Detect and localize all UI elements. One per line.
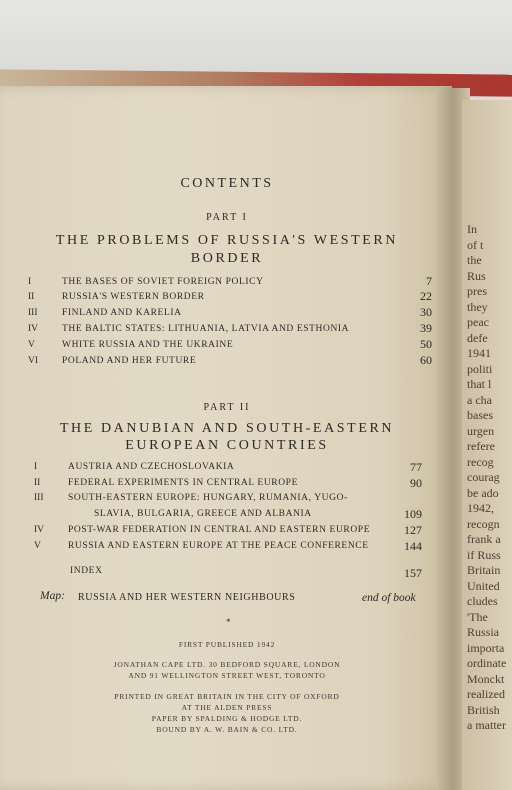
facing-page-line: realized	[467, 687, 505, 701]
facing-page-line: In	[467, 222, 477, 236]
facing-page-line: Monckt	[467, 671, 505, 686]
part-2-heading-line1: THE DANUBIAN AND SOUTH-EASTERN	[59, 421, 395, 436]
part-1-heading-line2: BORDER	[190, 251, 264, 266]
publisher-line-1: JONATHAN CAPE LTD. 30 BEDFORD SQUARE, LONDON	[113, 660, 341, 669]
facing-page-line: courag	[467, 470, 500, 484]
facing-page-line: politi	[467, 361, 493, 376]
section-divider: *	[226, 617, 231, 627]
first-published: FIRST PUBLISHED 1942	[178, 640, 276, 649]
facing-page-line: Rus	[467, 268, 486, 283]
part-1-heading-line1: THE PROBLEMS OF RUSSIA'S WESTERN	[55, 233, 399, 248]
facing-page-text	[467, 222, 512, 734]
facing-page-line: importa	[467, 640, 505, 655]
facing-page-line: 1942,	[467, 501, 494, 515]
facing-page-line: urgen	[467, 423, 495, 438]
facing-page-line: a matter	[467, 718, 506, 732]
printer-line-2: AT THE ALDEN PRESS	[181, 703, 273, 712]
facing-page-line: that l	[467, 377, 492, 391]
part-2-heading-line2: EUROPEAN COUNTRIES	[125, 438, 329, 453]
facing-page-line: refere	[467, 439, 495, 453]
facing-page-line: cludes	[467, 594, 498, 608]
facing-page-line: frank a	[467, 532, 501, 546]
facing-page-line: British	[467, 702, 500, 717]
printer-line-3: PAPER BY SPALDING & HODGE LTD.	[151, 714, 303, 723]
contents-title: CONTENTS	[180, 176, 274, 191]
facing-page-line: Russia	[467, 625, 500, 639]
facing-page-line: peac	[467, 315, 489, 329]
facing-page-line: if Russ	[467, 547, 501, 562]
facing-page-line: United	[467, 578, 500, 593]
facing-page-line: pres	[467, 284, 487, 298]
printer-line-1: PRINTED IN GREAT BRITAIN IN THE CITY OF OXFORD	[114, 692, 340, 701]
part-2-label: PART II	[203, 402, 251, 413]
background-wall	[0, 0, 512, 80]
facing-page-line: a cha	[467, 392, 492, 407]
facing-page-line: recog	[467, 454, 494, 469]
facing-page-line: ordinate	[467, 656, 507, 670]
facing-page-line: they	[467, 299, 488, 314]
publisher-line-2: AND 91 WELLINGTON STREET WEST, TORONTO	[128, 671, 326, 680]
facing-page-line: be ado	[467, 485, 499, 500]
facing-page-line: 1941	[467, 346, 491, 360]
facing-page-line: bases	[467, 408, 493, 422]
printer-line-4: BOUND BY A. W. BAIN & CO. LTD.	[156, 725, 298, 734]
facing-page-line: of t	[467, 237, 484, 252]
facing-page-line: defe	[467, 330, 488, 345]
part-1-label: PART I	[206, 212, 248, 223]
facing-page-line: Britain	[467, 563, 501, 577]
facing-page-line: the	[467, 253, 482, 267]
facing-page-line: recogn	[467, 516, 500, 531]
facing-page-line: 'The	[467, 609, 488, 624]
